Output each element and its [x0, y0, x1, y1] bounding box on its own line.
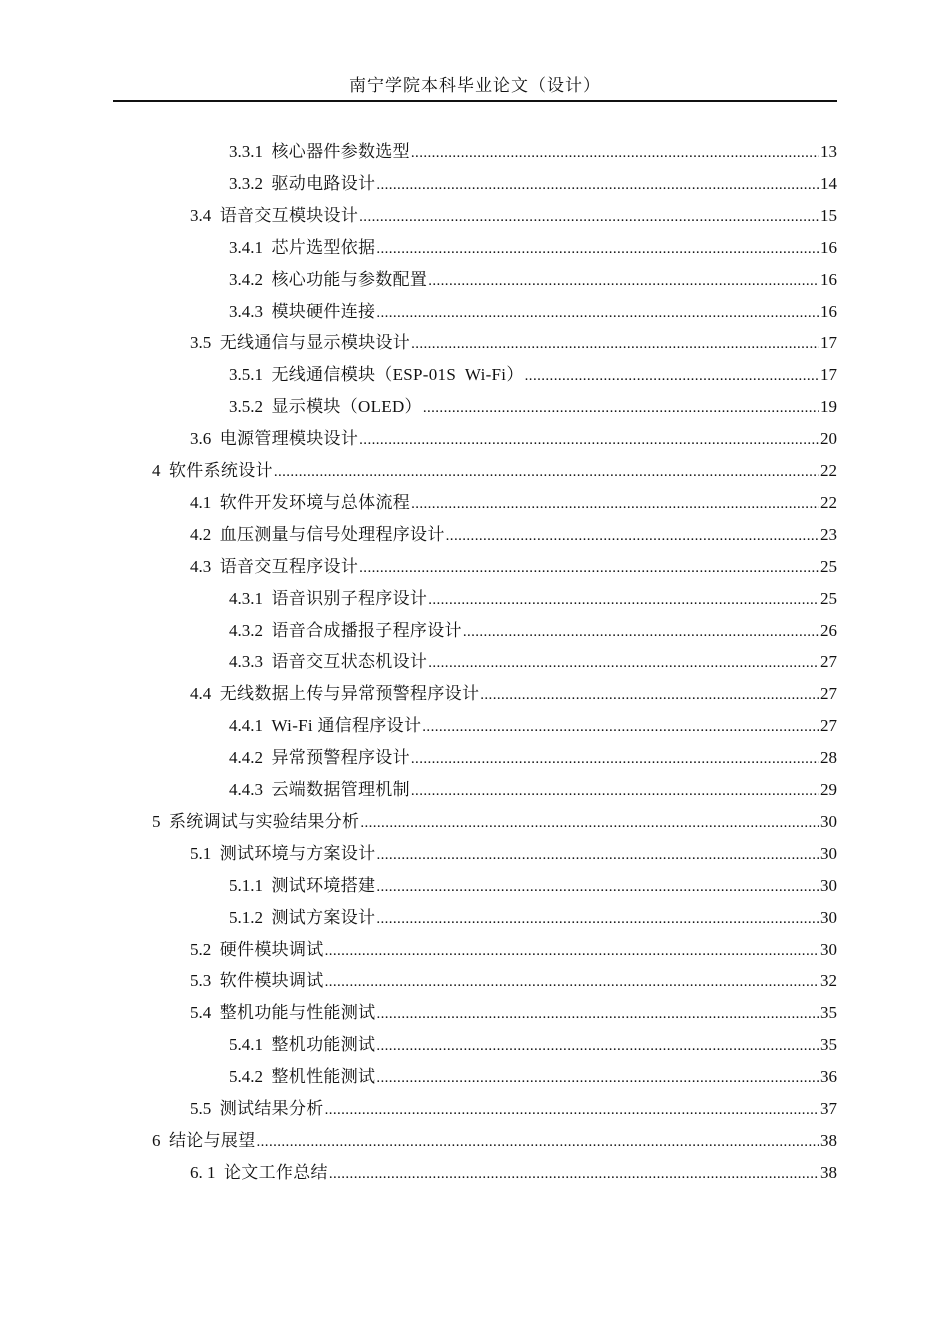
toc-entry-title: 语音交互模块设计 — [219, 205, 359, 225]
toc-entry[interactable] — [190, 997, 837, 1029]
toc-entry-gap — [211, 423, 220, 455]
toc-entry-number: 4.3.1 — [229, 588, 263, 608]
toc-entry-gap — [211, 934, 220, 966]
toc-entry-page-number: 15 — [820, 205, 837, 225]
toc-entry-title: 测试环境与方案设计 — [219, 843, 376, 863]
toc-entry-title: 血压测量与信号处理程序设计 — [219, 524, 445, 544]
toc-entry[interactable] — [229, 296, 837, 328]
toc-entry-title: 结论与展望 — [169, 1130, 256, 1150]
toc-entry-page-number: 27 — [820, 652, 837, 672]
toc-entry-title: 核心功能与参数配置 — [271, 269, 428, 289]
toc-entry[interactable] — [190, 838, 837, 870]
toc-entry[interactable] — [190, 519, 837, 551]
toc-entry[interactable] — [190, 423, 837, 455]
toc-entry-title: 论文工作总结 — [224, 1162, 328, 1182]
toc-dot-leader — [376, 297, 819, 329]
toc-entry[interactable] — [229, 264, 837, 296]
toc-entry-page-number: 28 — [820, 748, 837, 768]
toc-entry[interactable] — [190, 678, 837, 710]
toc-entry[interactable] — [229, 583, 837, 615]
toc-entry-page-number: 30 — [820, 907, 837, 927]
toc-entry-page-number: 29 — [820, 780, 837, 799]
toc-entry[interactable] — [229, 902, 837, 934]
toc-entry-gap — [211, 327, 220, 359]
toc-entry-page-number: 25 — [820, 588, 837, 608]
toc-entry-page-number: 13 — [820, 142, 837, 161]
toc-entry-number: 3.5.1 — [229, 365, 263, 385]
toc-entry-gap — [263, 646, 272, 678]
toc-dot-leader — [411, 775, 819, 807]
toc-entry-gap — [211, 997, 220, 1029]
toc-entry-gap — [211, 200, 220, 232]
toc-entry[interactable] — [229, 774, 837, 806]
toc-dot-leader — [525, 360, 819, 392]
toc-entry-page-number: 30 — [820, 843, 837, 863]
toc-dot-leader — [329, 1158, 819, 1190]
toc-entry-title: 电源管理模块设计 — [219, 429, 359, 449]
toc-dot-leader — [463, 616, 819, 648]
toc-entry[interactable] — [229, 136, 837, 168]
toc-entry[interactable] — [229, 232, 837, 264]
toc-entry-page-number: 23 — [820, 524, 837, 544]
toc-entry-gap — [263, 1061, 272, 1093]
toc-entry-number: 4.3 — [190, 556, 212, 576]
toc-entry-title: 语音交互状态机设计 — [271, 652, 428, 672]
toc-entry-title: 测试环境搭建 — [271, 875, 376, 895]
toc-entry-page-number: 36 — [820, 1067, 837, 1087]
toc-dot-leader — [480, 679, 819, 711]
toc-entry-title: 语音识别子程序设计 — [271, 588, 428, 608]
toc-entry-gap — [211, 678, 220, 710]
toc-entry-gap — [263, 359, 272, 391]
toc-entry-page-number: 27 — [820, 684, 837, 704]
toc-entry-title: 软件开发环境与总体流程 — [219, 492, 411, 512]
header-divider — [113, 100, 837, 102]
toc-entry-number: 5.4.2 — [229, 1067, 263, 1087]
toc-dot-leader — [325, 1094, 819, 1126]
toc-entry-page-number: 16 — [820, 301, 837, 321]
toc-entry-gap — [211, 838, 220, 870]
toc-entry-title: 整机性能测试 — [271, 1067, 376, 1087]
toc-dot-leader — [376, 998, 819, 1030]
toc-entry-gap — [263, 742, 272, 774]
toc-entry-number: 5.5 — [190, 1099, 212, 1118]
toc-entry-number: 4.4 — [190, 684, 212, 704]
toc-entry-gap — [263, 870, 272, 902]
toc-entry[interactable] — [152, 1125, 837, 1157]
toc-dot-leader — [376, 871, 819, 903]
toc-entry-number: 5.4 — [190, 1003, 212, 1023]
toc-entry-page-number: 22 — [820, 461, 837, 480]
toc-entry-number: 3.6 — [190, 429, 212, 449]
toc-entry-number: 4.3.2 — [229, 620, 263, 640]
toc-entry-gap — [263, 710, 272, 742]
toc-entry-gap — [263, 232, 272, 264]
toc-entry-page-number: 22 — [820, 492, 837, 512]
toc-entry-gap — [161, 455, 170, 487]
toc-entry-page-number: 19 — [820, 397, 837, 417]
toc-entry-page-number: 38 — [820, 1162, 837, 1182]
toc-entry-page-number: 38 — [820, 1130, 837, 1150]
toc-entry[interactable] — [229, 391, 837, 423]
toc-entry-number: 4.4.3 — [229, 780, 263, 799]
toc-dot-leader — [376, 903, 819, 935]
toc-dot-leader — [376, 839, 819, 871]
toc-entry-title: 模块硬件连接 — [271, 301, 376, 321]
toc-entry-page-number: 37 — [820, 1099, 837, 1118]
toc-entry[interactable] — [229, 168, 837, 200]
toc-entry-gap — [161, 806, 170, 838]
toc-dot-leader — [359, 552, 819, 584]
toc-entry-page-number: 32 — [820, 971, 837, 991]
toc-entry-gap — [161, 1125, 170, 1157]
toc-entry-page-number: 26 — [820, 620, 837, 640]
toc-dot-leader — [411, 137, 819, 169]
toc-entry-gap — [211, 551, 220, 583]
toc-entry-page-number: 27 — [820, 716, 837, 736]
toc-entry[interactable] — [229, 646, 837, 678]
toc-dot-leader — [376, 233, 819, 265]
toc-entry-gap — [263, 902, 272, 934]
toc-entry-title: 异常预警程序设计 — [271, 748, 410, 768]
toc-entry-title: 测试方案设计 — [271, 907, 376, 927]
toc-entry-number: 4.1 — [190, 492, 212, 512]
toc-dot-leader — [360, 807, 819, 839]
toc-entry-page-number: 30 — [820, 939, 837, 959]
toc-entry-number: 5.2 — [190, 939, 212, 959]
toc-entry-gap — [263, 136, 272, 168]
toc-entry-title: 语音交互程序设计 — [219, 556, 359, 576]
toc-entry[interactable] — [190, 934, 837, 966]
toc-dot-leader — [359, 201, 819, 233]
toc-entry-gap — [263, 296, 272, 328]
toc-entry-number: 3.4.3 — [229, 301, 263, 321]
toc-entry-number: 4.3.3 — [229, 652, 263, 672]
toc-entry-number: 3.3.1 — [229, 142, 263, 161]
toc-entry-title: 驱动电路设计 — [271, 173, 376, 193]
toc-entry-number: 3.5 — [190, 333, 212, 353]
toc-entry-page-number: 35 — [820, 1003, 837, 1023]
toc-entry-title: 芯片选型依据 — [271, 237, 376, 257]
toc-dot-leader — [423, 392, 819, 424]
toc-entry-number: 6 — [152, 1130, 161, 1150]
toc-entry-title: 无线数据上传与异常预警程序设计 — [219, 684, 480, 704]
toc-entry-number: 4.4.1 — [229, 716, 263, 736]
toc-entry-number: 5.3 — [190, 971, 212, 991]
toc-entry-title: 无线通信模块（ESP-01S Wi-Fi） — [271, 365, 524, 385]
toc-entry-number: 3.3.2 — [229, 173, 263, 193]
toc-dot-leader — [274, 456, 819, 488]
toc-dot-leader — [325, 935, 819, 967]
toc-entry-title: 整机功能与性能测试 — [219, 1003, 376, 1023]
toc-entry[interactable] — [190, 1157, 837, 1189]
toc-dot-leader — [411, 328, 819, 360]
toc-entry-title: 整机功能测试 — [271, 1035, 376, 1055]
toc-dot-leader — [325, 966, 819, 998]
toc-entry-title: 语音合成播报子程序设计 — [271, 620, 462, 640]
toc-dot-leader — [428, 647, 819, 679]
toc-dot-leader — [411, 743, 819, 775]
toc-entry-title: 显示模块（OLED） — [271, 397, 422, 417]
toc-entry-page-number: 30 — [820, 811, 837, 831]
toc-entry-number: 3.4.1 — [229, 237, 263, 257]
page-header-title: 南宁学院本科毕业论文（设计） — [349, 76, 601, 95]
toc-entry[interactable] — [229, 615, 837, 647]
toc-entry[interactable] — [190, 1093, 837, 1125]
toc-entry-number: 4 — [152, 461, 161, 480]
toc-entry[interactable] — [229, 742, 837, 774]
toc-entry[interactable] — [229, 1029, 837, 1061]
toc-entry-gap — [263, 774, 272, 806]
toc-entry[interactable] — [190, 327, 837, 359]
toc-entry[interactable] — [229, 870, 837, 902]
toc-entry-number: 5.1.2 — [229, 907, 263, 927]
toc-entry-title: Wi-Fi 通信程序设计 — [271, 716, 422, 736]
toc-entry-number: 6. 1 — [190, 1162, 216, 1182]
toc-entry-gap — [211, 1093, 220, 1125]
toc-entry-page-number: 17 — [820, 333, 837, 353]
toc-entry-title: 测试结果分析 — [219, 1099, 324, 1118]
toc-entry-gap — [263, 391, 272, 423]
toc-entry-number: 5.4.1 — [229, 1035, 263, 1055]
toc-entry-title: 云端数据管理机制 — [271, 780, 410, 799]
toc-entry-number: 5 — [152, 811, 161, 831]
toc-entry-gap — [211, 519, 220, 551]
toc-entry-title: 无线通信与显示模块设计 — [219, 333, 411, 353]
toc-entry-title: 软件模块调试 — [219, 971, 324, 991]
toc-entry-page-number: 20 — [820, 429, 837, 449]
toc-dot-leader — [376, 1062, 819, 1094]
toc-entry[interactable] — [190, 965, 837, 997]
toc-entry-gap — [263, 264, 272, 296]
toc-entry-number: 4.4.2 — [229, 748, 263, 768]
toc-dot-leader — [376, 169, 819, 201]
toc-entry-gap — [211, 965, 220, 997]
toc-entry-page-number: 25 — [820, 556, 837, 576]
toc-entry-title: 软件系统设计 — [169, 461, 273, 480]
toc-entry-page-number: 14 — [820, 173, 837, 193]
toc-entry-gap — [216, 1157, 225, 1189]
toc-entry-page-number: 16 — [820, 237, 837, 257]
toc-entry-page-number: 30 — [820, 875, 837, 895]
toc-entry-number: 5.1.1 — [229, 875, 263, 895]
toc-entry[interactable] — [229, 1061, 837, 1093]
toc-entry[interactable] — [152, 806, 837, 838]
toc-entry-number: 3.4 — [190, 205, 212, 225]
toc-entry-gap — [211, 487, 220, 519]
toc-entry[interactable] — [190, 200, 837, 232]
toc-entry[interactable] — [190, 551, 837, 583]
toc-dot-leader — [359, 424, 819, 456]
toc-dot-leader — [422, 711, 819, 743]
toc-entry[interactable] — [152, 455, 837, 487]
toc-dot-leader — [428, 584, 819, 616]
toc-entry-page-number: 35 — [820, 1035, 837, 1055]
toc-entry-title: 系统调试与实验结果分析 — [169, 811, 360, 831]
toc-entry-title: 硬件模块调试 — [219, 939, 324, 959]
toc-entry-title: 核心器件参数选型 — [271, 142, 410, 161]
toc-dot-leader — [411, 488, 819, 520]
toc-entry-page-number: 17 — [820, 365, 837, 385]
toc-entry-number: 3.5.2 — [229, 397, 263, 417]
toc-entry[interactable] — [229, 710, 837, 742]
toc-dot-leader — [376, 1030, 819, 1062]
toc-entry-number: 4.2 — [190, 524, 212, 544]
toc-entry-gap — [263, 168, 272, 200]
toc-entry-number: 3.4.2 — [229, 269, 263, 289]
toc-dot-leader — [257, 1126, 820, 1158]
toc-entry-page-number: 16 — [820, 269, 837, 289]
toc-entry-number: 5.1 — [190, 843, 212, 863]
toc-entry-gap — [263, 583, 272, 615]
toc-dot-leader — [446, 520, 819, 552]
toc-dot-leader — [428, 265, 819, 297]
toc-entry[interactable] — [190, 487, 837, 519]
toc-entry-gap — [263, 1029, 272, 1061]
toc-entry-gap — [263, 615, 272, 647]
toc-entry[interactable] — [229, 359, 837, 391]
